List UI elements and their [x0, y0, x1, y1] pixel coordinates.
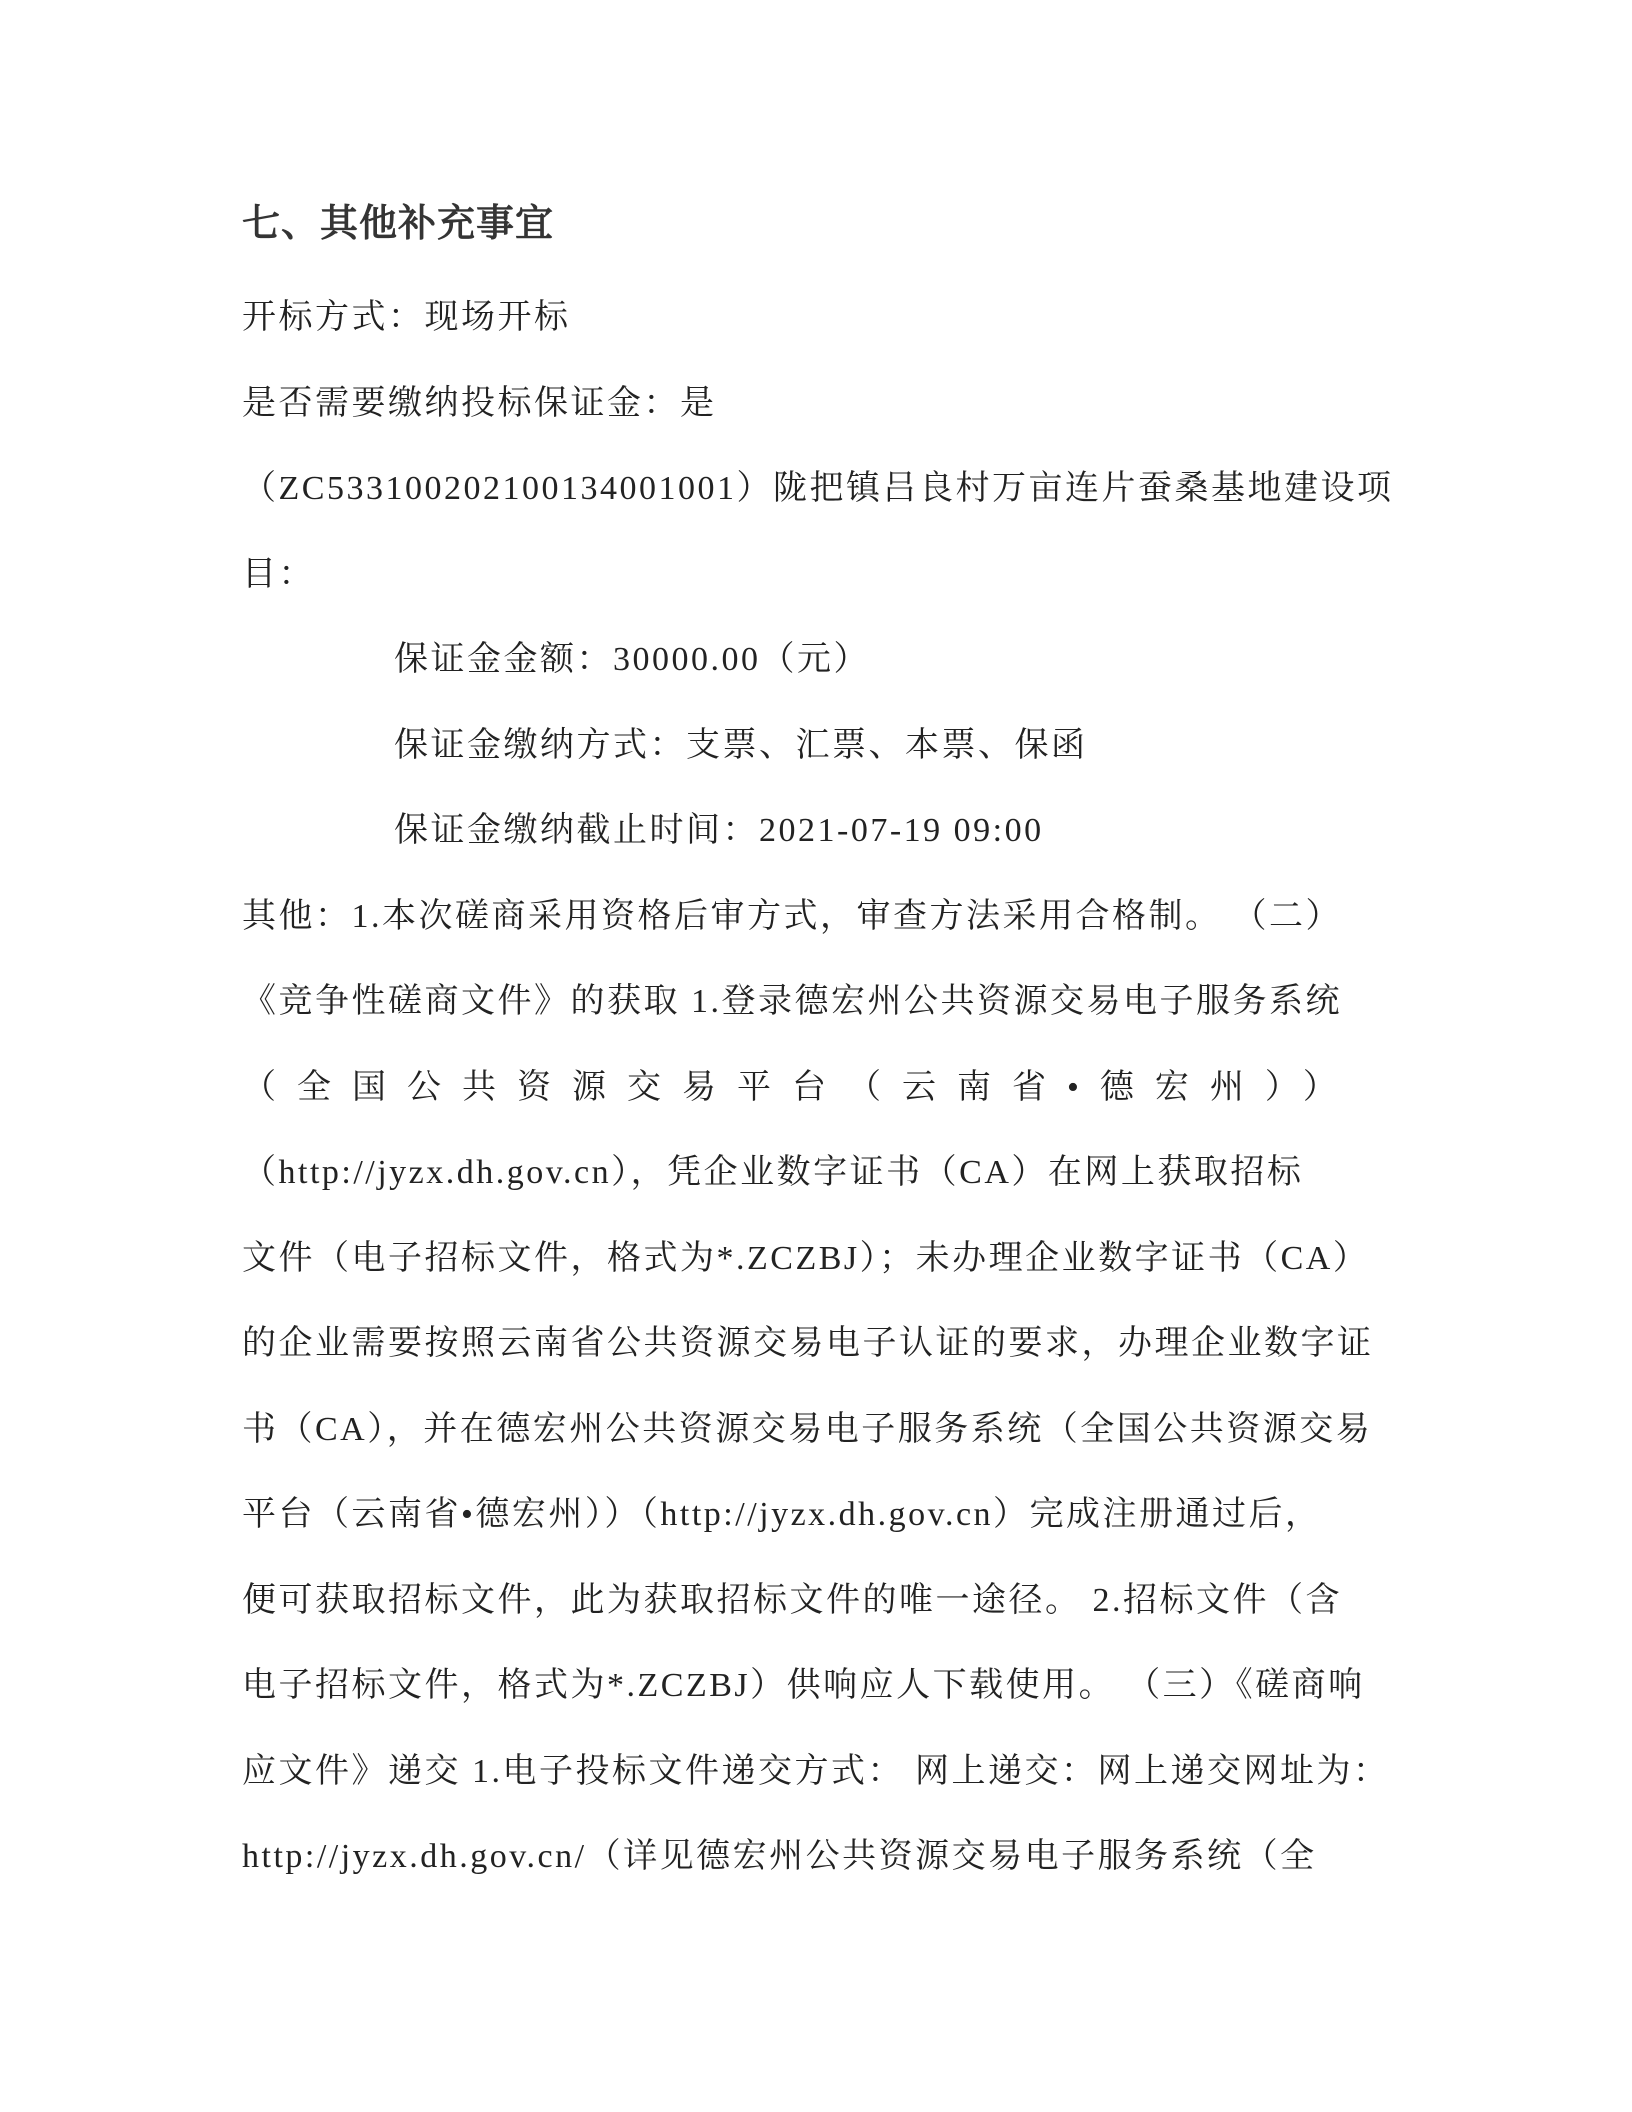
document-line: 是否需要缴纳投标保证金：是: [242, 384, 717, 422]
document-line: 的企业需要按照云南省公共资源交易电子认证的要求，办理企业数字证: [242, 1325, 1374, 1362]
document-line: 平台（云南省•德宏州））（http://jyzx.dh.gov.cn）完成注册通过后，: [242, 1496, 1322, 1533]
document-line: 其他：1.本次磋商采用资格后审方式，审查方法采用合格制。 （二）: [242, 897, 1342, 935]
section-heading: 七、其他补充事宜: [242, 203, 555, 245]
document-line: （ZC533100202100134001001）陇把镇吕良村万亩连片蚕桑基地建设项: [242, 470, 1394, 507]
document-content: [242, 196, 1392, 1900]
document-line: 书（CA），并在德宏州公共资源交易电子服务系统（全国公共资源交易: [242, 1410, 1373, 1448]
document-line: 保证金金额：30000.00（元）: [394, 641, 870, 678]
document-line: （全国公共资源交易平台（云南省•德宏州））: [242, 1068, 1358, 1106]
document-line: 开标方式：现场开标: [242, 299, 571, 336]
document-line: （http://jyzx.dh.gov.cn），凭企业数字证书（CA）在网上获取招标: [242, 1154, 1304, 1191]
document-line: 《竞争性磋商文件》的获取 1.登录德宏州公共资源交易电子服务系统: [242, 983, 1342, 1020]
document-line: 文件（电子招标文件，格式为*.ZCZBJ）；未办理企业数字证书（CA）: [242, 1239, 1370, 1277]
document-line: 目：: [242, 555, 315, 593]
document-line: 保证金缴纳方式：支票、汇票、本票、保函: [394, 726, 1088, 764]
document-line: 应文件》递交 1.电子投标文件递交方式： 网上递交：网上递交网址为：: [242, 1752, 1390, 1790]
document-line: 电子招标文件，格式为*.ZCZBJ）供响应人下载使用。 （三）《磋商响: [242, 1667, 1365, 1704]
document-line: http://jyzx.dh.gov.cn/（详见德宏州公共资源交易电子服务系统（全: [242, 1838, 1317, 1875]
document-line: 保证金缴纳截止时间：2021-07-19 09:00: [394, 812, 1044, 849]
document-line: 便可获取招标文件，此为获取招标文件的唯一途径。 2.招标文件（含: [242, 1581, 1342, 1619]
paragraph-lines: [242, 275, 1392, 1900]
